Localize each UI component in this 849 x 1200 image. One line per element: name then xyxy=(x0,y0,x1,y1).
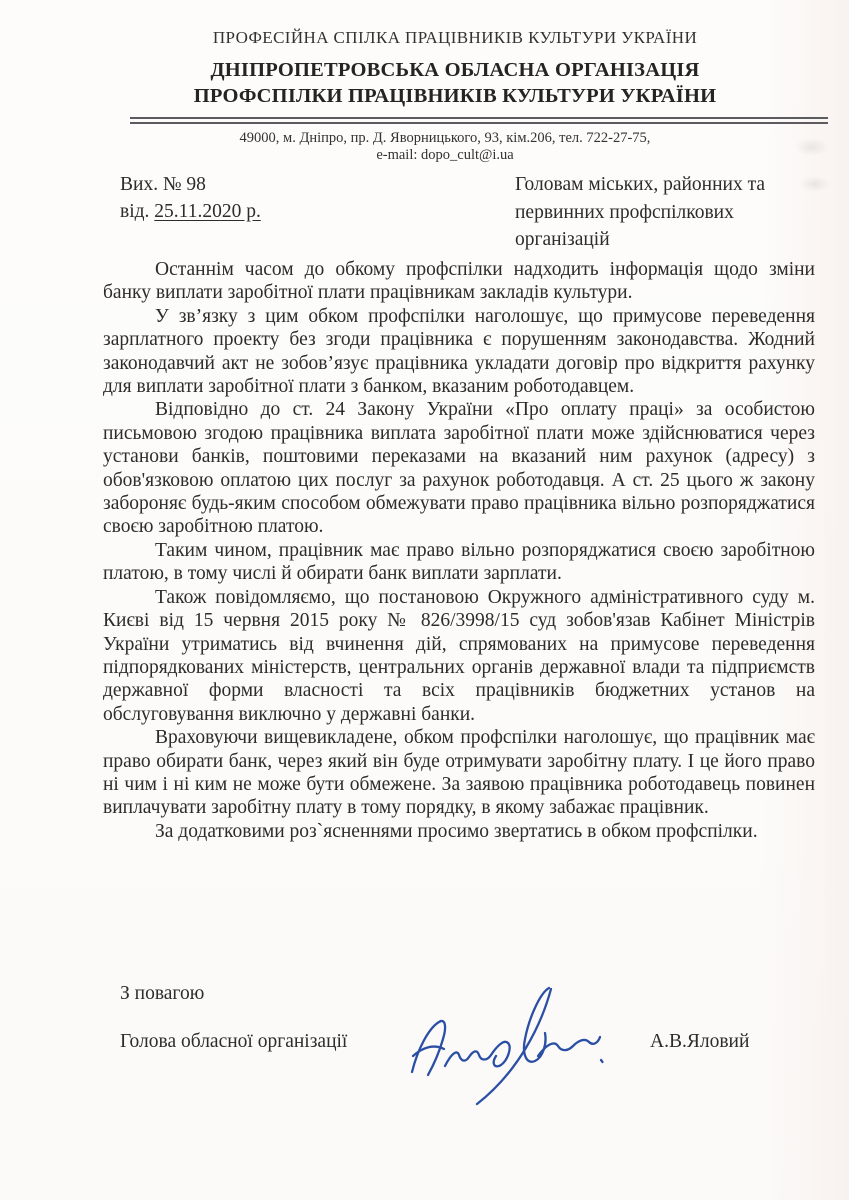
organization-name-line1: ДНІПРОПЕТРОВСЬКА ОБЛАСНА ОРГАНІЗАЦІЯ xyxy=(210,59,700,81)
body-paragraph: Останнім часом до обкому профспілки надходить інформація щодо зміни банку виплати заробітної плати працівникам закладів культури. xyxy=(103,259,815,304)
body-paragraph: Також повідомляємо, що постановою Окружного адміністративного суду м. Києві від 15 червня 2015 року № 826/3998/15 суд зобов'язав Кабінет Міністрів України утриматись від вчинення дій, спрямованих на примусове переведення підпорядкованих міністерств, центральних органів державної влади та підприємств державної форми власності та всіх працівників бюджетних установ на обслуговування виключно у державні банки. xyxy=(103,586,815,725)
body-paragraph: Відповідно до ст. 24 Закону України «Про оплату праці» за особистою письмовою згодою працівника виплата заробітної плати може здійснюватися через установи банків, поштовими переказами на вказаний ним рахунок (адресу) з обов'язковою оплатою цих послуг за рахунок роботодавця. А ст. 25 цього ж закону забороняє будь-яким способом обмежувати право працівника вільно розпоряджатися своєю заробітною платою. xyxy=(103,399,815,538)
outgoing-date xyxy=(120,198,261,225)
addressee-line: Головам міських, районних та xyxy=(515,174,766,195)
body-paragraph: За додатковими роз`ясненнями просимо звертатись в обком профспілки. xyxy=(155,820,758,842)
organization-address: 49000, м. Дніпро, пр. Д. Яворницького, 93, кім.206, тел. 722-27-75, xyxy=(239,130,651,146)
signer-title: Голова обласної організації xyxy=(120,1031,348,1052)
addressee-line: організацій xyxy=(515,229,610,250)
organization-email: e-mail: dopo_cult@i.ua xyxy=(376,147,514,163)
letterhead-divider xyxy=(130,117,828,124)
signature-handwriting xyxy=(398,976,618,1116)
organization-name xyxy=(95,57,815,109)
outgoing-date-prefix: від. xyxy=(120,201,150,222)
parent-organization-name: ПРОФЕСІЙНА СПІЛКА ПРАЦІВНИКІВ КУЛЬТУРИ УКРАЇНИ xyxy=(212,28,698,47)
body-paragraph: Враховуючи вищевикладене, обком профспілки наголошує, що працівник має право обирати банк, через який він буде отримувати заробітну плату. І це його право ні чим і ні ким не може бути обмежене. За заявою працівника роботодавець повинен виплачувати заробітну плату в тому порядку, в якому забажає працівник. xyxy=(103,727,815,819)
closing-salutation: З повагою xyxy=(120,983,205,1004)
body-paragraph: У зв’язку з цим обком профспілки наголошує, що примусове переведення зарплатного проекту без згоди працівника є порушенням законодавства. Жодний законодавчий акт не зобов’язує працівника укладати договір про відкриття рахунку для виплати заробітної плати з банком, вказаним роботодавцем. xyxy=(103,305,815,398)
signer-name: А.В.Яловий xyxy=(650,1031,750,1052)
organization-name-line2: ПРОФСПІЛКИ ПРАЦІВНИКІВ КУЛЬТУРИ УКРАЇНИ xyxy=(193,85,717,107)
addressee-block xyxy=(515,171,825,254)
outgoing-number: Вих. № 98 xyxy=(120,174,206,195)
body-paragraph: Таким чином, працівник має право вільно розпоряджатися своєю заробітною платою, в тому числі й обирати банк виплати зарплати. xyxy=(103,539,815,585)
letter-body xyxy=(103,258,815,843)
reference-block xyxy=(120,171,261,225)
outgoing-date-value: 25.11.2020 р. xyxy=(154,201,261,222)
addressee-line: первинних профспілкових xyxy=(515,201,734,223)
scan-smudge xyxy=(795,138,829,156)
